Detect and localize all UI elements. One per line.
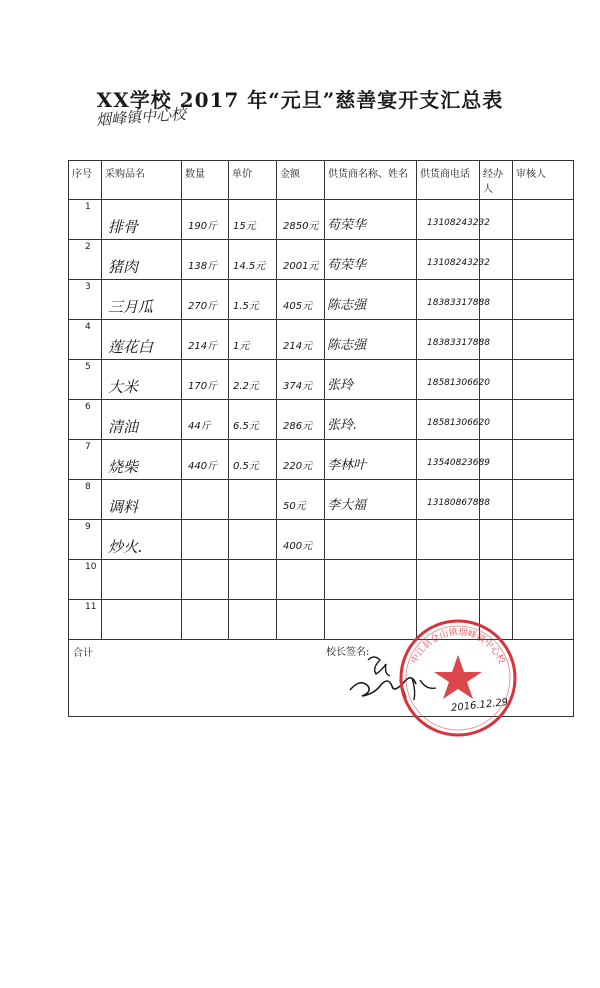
table-row (69, 360, 574, 400)
row-item: 莲花白 (108, 338, 154, 356)
cell-supplier (325, 360, 417, 400)
row-item: 猪肉 (108, 258, 139, 276)
cell-item (102, 240, 182, 280)
header-amount: 金额 (277, 161, 325, 200)
cell-handler (480, 520, 513, 560)
cell-supplier (325, 240, 417, 280)
cell-amount (277, 560, 325, 600)
row-phone: 13108243232 (427, 218, 490, 228)
cell-amount (277, 400, 325, 440)
table-row (69, 240, 574, 280)
table-row (69, 520, 574, 560)
cell-qty (182, 440, 229, 480)
cell-handler (480, 200, 513, 240)
cell-handler (480, 360, 513, 400)
header-seq: 序号 (69, 161, 102, 200)
cell-qty (182, 560, 229, 600)
row-item: 排骨 (108, 218, 139, 236)
total-label: 合计 (73, 648, 93, 659)
cell-reviewer (513, 600, 574, 640)
cell-reviewer (513, 560, 574, 600)
cell-supplier (325, 280, 417, 320)
row-phone: 18383317888 (427, 298, 490, 308)
cell-item (102, 440, 182, 480)
row-supplier: 张玲 (327, 378, 354, 393)
cell-supplier (325, 200, 417, 240)
cell-reviewer (513, 360, 574, 400)
cell-item (102, 320, 182, 360)
row-supplier: 陈志强 (327, 298, 367, 313)
cell-price (229, 240, 277, 280)
row-qty: 170斤 (188, 381, 218, 392)
table-row (69, 280, 574, 320)
cell-supplier (325, 520, 417, 560)
header-supplier: 供货商名称、姓名 (325, 161, 417, 200)
cell-handler (480, 240, 513, 280)
cell-phone (417, 560, 480, 600)
row-seq: 5 (85, 362, 91, 372)
cell-price (229, 480, 277, 520)
header-reviewer: 审核人 (513, 161, 574, 200)
cell-seq (69, 360, 102, 400)
row-seq: 7 (85, 442, 91, 452)
row-price: 1元 (233, 341, 250, 352)
header-phone: 供货商电话 (417, 161, 480, 200)
cell-handler (480, 440, 513, 480)
row-phone: 13108243232 (427, 258, 490, 268)
cell-seq (69, 280, 102, 320)
row-amount: 400元 (283, 541, 313, 552)
cell-reviewer (513, 480, 574, 520)
cell-amount (277, 520, 325, 560)
row-supplier: 李大福 (327, 498, 367, 513)
cell-seq (69, 440, 102, 480)
cell-qty (182, 520, 229, 560)
cell-item (102, 200, 182, 240)
row-seq: 1 (85, 202, 91, 212)
row-price: 6.5元 (233, 421, 259, 432)
cell-amount (277, 200, 325, 240)
row-qty: 190斤 (188, 221, 218, 232)
cell-seq (69, 560, 102, 600)
cell-qty (182, 400, 229, 440)
row-supplier: 李林叶 (327, 458, 367, 473)
header-item: 采购品名 (102, 161, 182, 200)
cell-item (102, 400, 182, 440)
school-name-handwritten: 烟峰镇中心校 (95, 104, 187, 130)
row-qty: 138斤 (188, 261, 218, 272)
row-seq: 10 (85, 562, 97, 572)
cell-qty (182, 600, 229, 640)
row-amount: 220元 (283, 461, 313, 472)
row-price: 15元 (233, 221, 256, 232)
cell-amount (277, 280, 325, 320)
cell-seq (69, 320, 102, 360)
table-row (69, 440, 574, 480)
cell-supplier (325, 400, 417, 440)
cell-amount (277, 600, 325, 640)
cell-price (229, 560, 277, 600)
row-item: 炒火. (108, 538, 143, 556)
cell-seq (69, 480, 102, 520)
cell-qty (182, 240, 229, 280)
cell-handler (480, 320, 513, 360)
row-price: 0.5元 (233, 461, 259, 472)
row-phone: 13180867888 (427, 498, 490, 508)
row-phone: 18581306620 (427, 378, 490, 388)
cell-reviewer (513, 200, 574, 240)
row-supplier: 张玲. (327, 418, 358, 433)
row-amount: 374元 (283, 381, 313, 392)
table-row (69, 320, 574, 360)
cell-handler (480, 280, 513, 320)
cell-supplier (325, 480, 417, 520)
cell-amount (277, 360, 325, 400)
cell-amount (277, 440, 325, 480)
row-amount: 214元 (283, 341, 313, 352)
cell-seq (69, 600, 102, 640)
signature-date: 2016.12.29 (450, 697, 509, 714)
cell-supplier (325, 320, 417, 360)
header-price: 单价 (229, 161, 277, 200)
row-supplier: 苟荣华 (327, 258, 367, 273)
cell-handler (480, 480, 513, 520)
row-qty: 214斤 (188, 341, 218, 352)
row-supplier: 陈志强 (327, 338, 367, 353)
table-row (69, 200, 574, 240)
row-seq: 3 (85, 282, 91, 292)
table-row (69, 400, 574, 440)
cell-amount (277, 320, 325, 360)
cell-handler (480, 400, 513, 440)
cell-price (229, 320, 277, 360)
row-item: 烧柴 (108, 458, 139, 476)
row-price: 2.2元 (233, 381, 259, 392)
row-phone: 13540823689 (427, 458, 490, 468)
cell-supplier (325, 440, 417, 480)
cell-reviewer (513, 440, 574, 480)
cell-price (229, 520, 277, 560)
row-amount: 405元 (283, 301, 313, 312)
row-amount: 2850元 (283, 221, 319, 232)
header-qty: 数量 (182, 161, 229, 200)
cell-amount (277, 240, 325, 280)
cell-phone (417, 320, 490, 360)
row-seq: 9 (85, 522, 91, 532)
row-qty: 44斤 (188, 421, 211, 432)
cell-item (102, 560, 182, 600)
row-supplier: 苟荣华 (327, 218, 367, 233)
cell-item (102, 520, 182, 560)
cell-phone (417, 360, 490, 400)
cell-reviewer (513, 320, 574, 360)
row-amount: 286元 (283, 421, 313, 432)
cell-phone (417, 400, 490, 440)
cell-seq (69, 400, 102, 440)
cell-seq (69, 240, 102, 280)
seal-text: 中江县仓山镇烟峰镇中心校 (409, 627, 507, 666)
row-seq: 11 (85, 602, 97, 612)
cell-supplier (325, 560, 417, 600)
cell-price (229, 400, 277, 440)
row-item: 清油 (108, 418, 139, 436)
principal-signature-label: 校长签名: (326, 647, 370, 658)
row-price: 14.5元 (233, 261, 266, 272)
row-seq: 2 (85, 242, 91, 252)
cell-item (102, 480, 182, 520)
row-qty: 270斤 (188, 301, 218, 312)
row-item: 调料 (108, 498, 139, 516)
table-row (69, 480, 574, 520)
row-seq: 8 (85, 482, 91, 492)
cell-phone (417, 520, 480, 560)
cell-price (229, 200, 277, 240)
cell-phone (417, 240, 490, 280)
cell-phone (417, 280, 490, 320)
cell-qty (182, 360, 229, 400)
row-phone: 18581306620 (427, 418, 490, 428)
row-qty: 440斤 (188, 461, 218, 472)
cell-phone (417, 480, 490, 520)
cell-qty (182, 480, 229, 520)
row-phone: 18383317888 (427, 338, 490, 348)
row-amount: 2001元 (283, 261, 319, 272)
cell-item (102, 280, 182, 320)
cell-amount (277, 480, 325, 520)
cell-phone (417, 440, 490, 480)
cell-price (229, 440, 277, 480)
row-item: 大米 (108, 378, 139, 396)
row-amount: 50元 (283, 501, 306, 512)
official-seal (397, 617, 519, 739)
cell-seq (69, 520, 102, 560)
cell-phone (417, 200, 490, 240)
cell-reviewer (513, 240, 574, 280)
cell-qty (182, 320, 229, 360)
row-seq: 6 (85, 402, 91, 412)
cell-price (229, 280, 277, 320)
cell-reviewer (513, 400, 574, 440)
cell-seq (69, 200, 102, 240)
row-seq: 4 (85, 322, 91, 332)
header-handler: 经办人 (480, 161, 513, 200)
cell-price (229, 600, 277, 640)
cell-reviewer (513, 280, 574, 320)
cell-price (229, 360, 277, 400)
row-item: 三月瓜 (108, 298, 154, 316)
cell-item (102, 600, 182, 640)
page-title: XX学校 2017 年“元旦”慈善宴开支汇总表 (96, 88, 504, 112)
cell-handler (480, 560, 513, 600)
cell-item (102, 360, 182, 400)
row-price: 1.5元 (233, 301, 259, 312)
cell-qty (182, 200, 229, 240)
table-header-row (69, 161, 574, 200)
cell-qty (182, 280, 229, 320)
table-row (69, 560, 574, 600)
cell-reviewer (513, 520, 574, 560)
